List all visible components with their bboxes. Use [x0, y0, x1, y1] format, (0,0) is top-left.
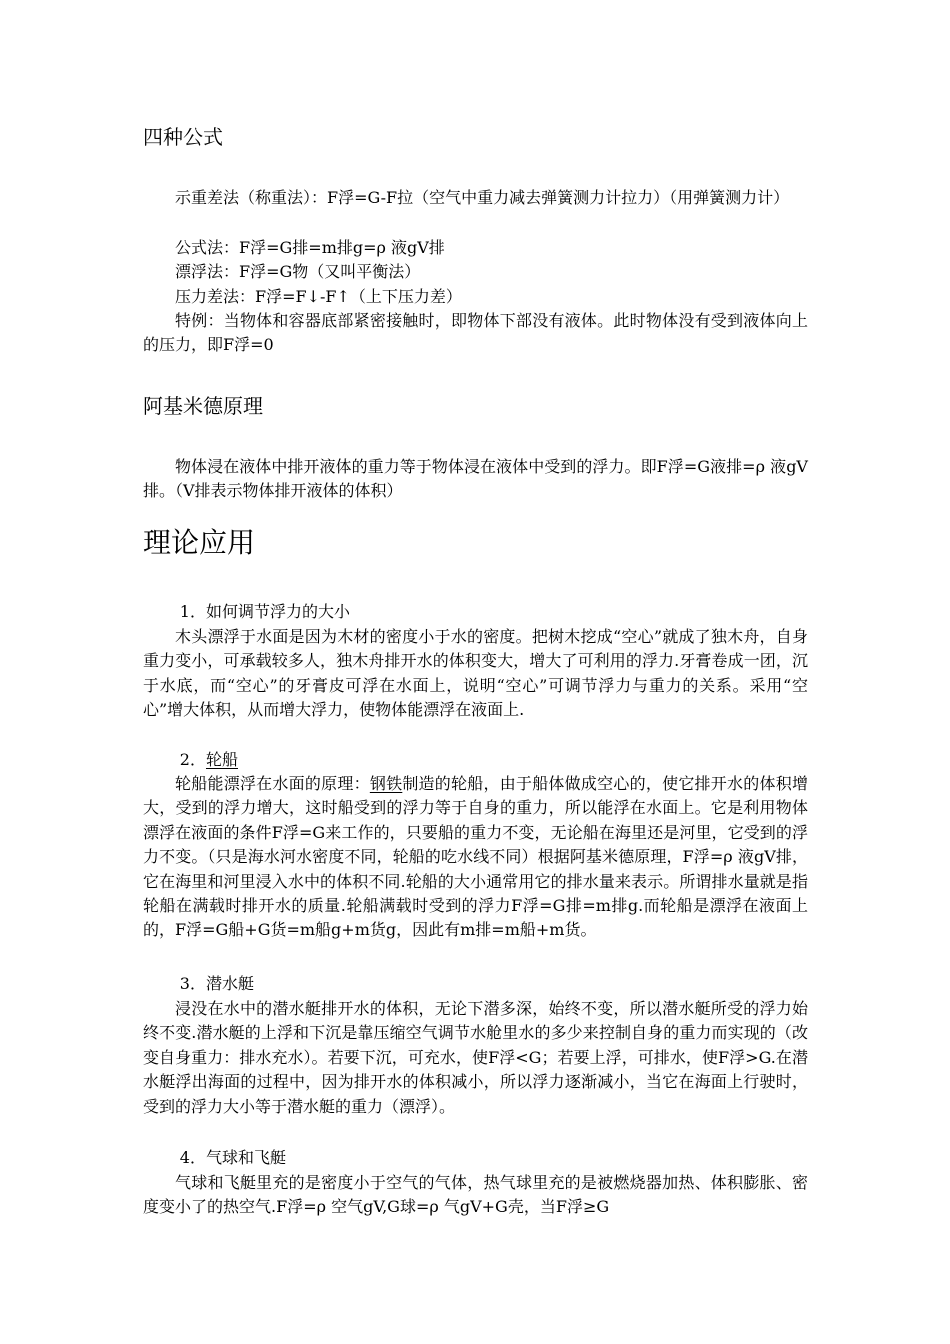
- heading-four-formulas: 四种公式: [143, 125, 223, 149]
- paragraph-adjust-buoyancy: 木头漂浮于水面是因为木材的密度小于水的密度。把树木挖成“空心”就成了独木舟，自身重力变小，可承载较多人，独木舟排开水的体积变大，增大了可利用的浮力.牙膏卷成一团，沉于水底，而“空心”的牙膏皮可浮在水面上，说明“空心”可调节浮力与重力的关系。采用“空心”增大体积，从而增大浮力，使物体能漂浮在液面上.: [143, 627, 808, 720]
- heading-theory-application: 理论应用: [143, 526, 256, 559]
- heading-archimedes-principle: 阿基米德原理: [143, 394, 263, 418]
- steel-link[interactable]: 钢铁: [369, 774, 403, 793]
- paragraph-balloon-airship: 气球和飞艇里充的是密度小于空气的气体，热气球里充的是被燃烧器加热、体积膨胀、密度变小了的热空气.F浮=ρ 空气gV,G球=ρ 气gV+G壳，当F浮≥G: [143, 1173, 808, 1217]
- ship-link[interactable]: 轮船: [205, 750, 238, 769]
- paragraph-weighing-method: 示重差法（称重法）：F浮=G-F拉（空气中重力减去弹簧测力计拉力）（用弹簧测力计）: [175, 188, 790, 207]
- ship-text-lead: 轮船能漂浮在水面的原理：: [175, 774, 370, 793]
- list-item-title-adjust-buoyancy: 1．如何调节浮力的大小: [179, 602, 350, 621]
- ship-text-body: 制造的轮船，由于船体做成空心的，使它排开水的体积增大，受到的浮力增大，这时船受到的浮力等于自身的重力，所以能浮在水面上。它是利用物体漂浮在液面的条件F浮=G来工作的，只要船的重力不变，无论船在海里还是河里，它受到的浮力不变。（只是海水河水密度不同，轮船的吃水线不同）根据阿基米德原理，F浮=ρ 液gV排，它在海里和河里浸入水中的体积不同.轮船的大小通常用它的排水量来表示。所谓排水量就是指轮船在满载时排开水的质量.轮船满载时受到的浮力F浮=G排=m排g.而轮船是漂浮在液面上的，F浮=G船+G货=m船g+m货g，因此有m排=m船+m货。: [143, 774, 808, 940]
- list-item-title-submarine: 3．潜水艇: [179, 974, 254, 993]
- paragraph-pressure-difference-method: 压力差法：F浮=F↓-F↑（上下压力差）: [175, 287, 462, 306]
- list-item-title-ship: [143, 748, 808, 772]
- list-item-number-ship: 2．: [179, 750, 206, 769]
- paragraph-special-case: 特例：当物体和容器底部紧密接触时，即物体下部没有液体。此时物体没有受到液体向上的压力，即F浮=0: [143, 311, 808, 355]
- paragraph-ship: [143, 772, 808, 943]
- list-item-title-balloon-airship: 4．气球和飞艇: [179, 1148, 286, 1167]
- paragraph-archimedes-principle: 物体浸在液体中排开液体的重力等于物体浸在液体中受到的浮力。即F浮=G液排=ρ 液gV排。（V排表示物体排开液体的体积）: [143, 457, 808, 501]
- paragraph-floating-method: 漂浮法：F浮=G物（又叫平衡法）: [175, 262, 421, 281]
- paragraph-formula-method: 公式法：F浮=G排=m排g=ρ 液gV排: [175, 238, 445, 257]
- paragraph-submarine: 浸没在水中的潜水艇排开水的体积，无论下潜多深，始终不变，所以潜水艇所受的浮力始终不变.潜水艇的上浮和下沉是靠压缩空气调节水舱里水的多少来控制自身的重力而实现的（改变自身重力：排水充水）。若要下沉，可充水，使F浮<G；若要上浮，可排水，使F浮>G.在潜水艇浮出海面的过程中，因为排开水的体积减小，所以浮力逐渐减小，当它在海面上行驶时，受到的浮力大小等于潜水艇的重力（漂浮）。: [143, 999, 808, 1116]
